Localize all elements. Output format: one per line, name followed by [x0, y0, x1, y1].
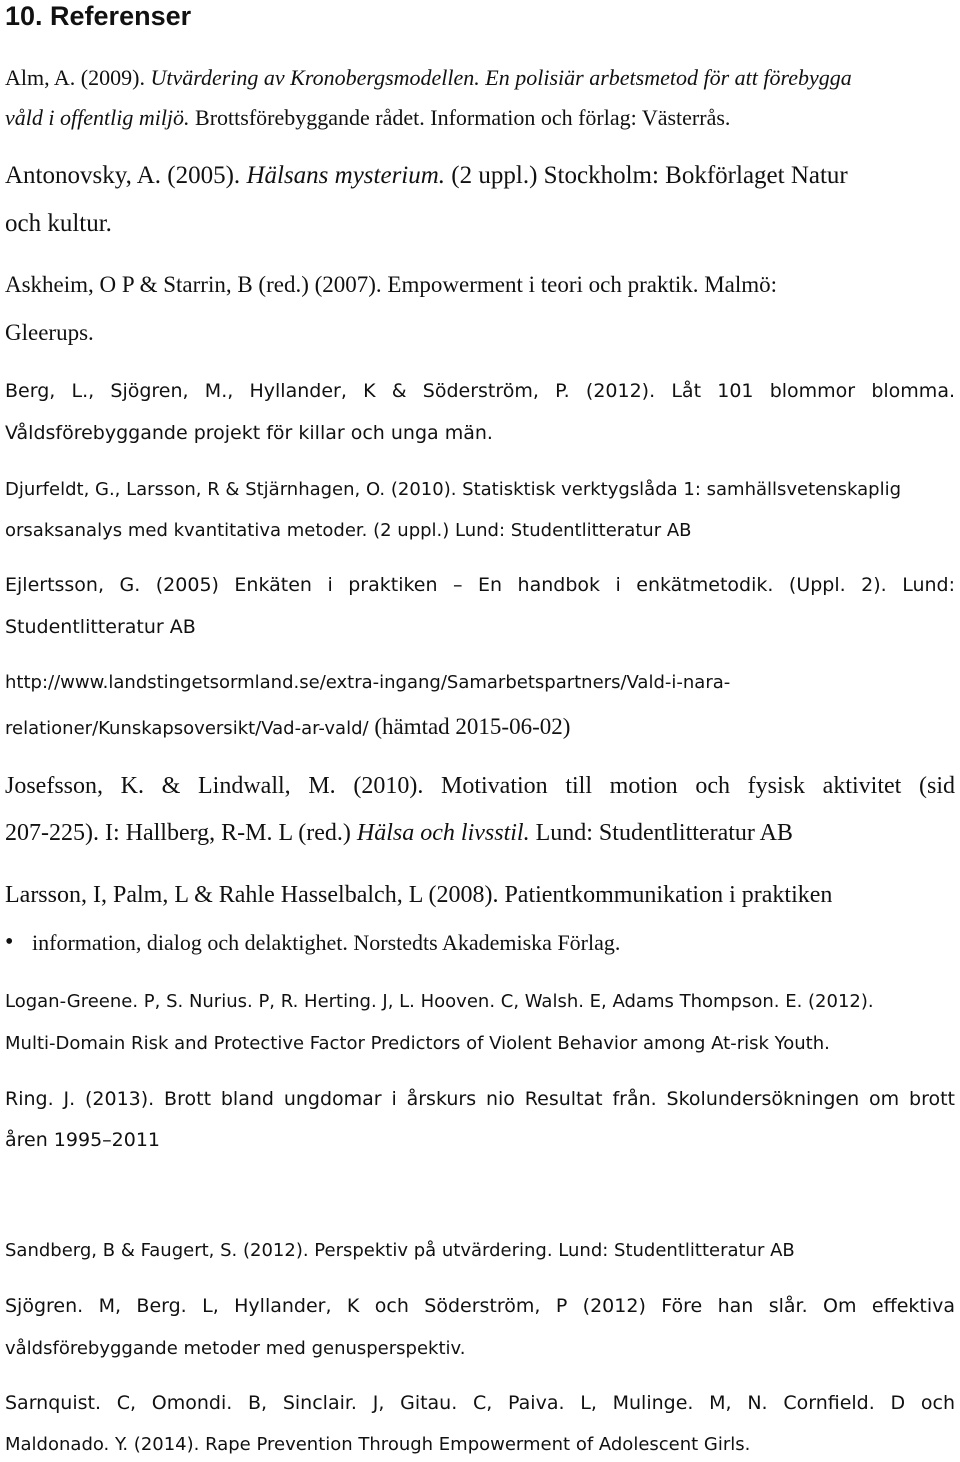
- reference-antonovsky-publisher: (2 uppl.) Stockholm: Bokförlaget Natur: [445, 162, 848, 189]
- reference-logan-line-2: Multi-Domain Risk and Protective Factor Predictors of Violent Behavior among At-risk Youth.: [5, 1033, 830, 1054]
- reference-josefsson-pages: 207-225). I: Hallberg, R-M. L (red.): [5, 820, 357, 846]
- reference-landsting-url-line-2: [5, 714, 570, 740]
- reference-askheim-line-2: Gleerups.: [5, 320, 94, 345]
- reference-larsson-line-2: information, dialog och delaktighet. Norstedts Akademiska Förlag.: [32, 930, 621, 955]
- reference-alm-authors: Alm, A. (2009).: [5, 65, 151, 90]
- reference-larsson-line-1: Larsson, I, Palm, L & Rahle Hasselbalch, L (2008). Patientkommunikation i praktiken: [5, 882, 833, 908]
- reference-antonovsky-authors: Antonovsky, A. (2005).: [5, 162, 247, 189]
- reference-antonovsky-line-2: och kultur.: [5, 210, 112, 237]
- reference-sarnquist-line-2: Maldonado. Y. (2014). Rape Prevention Through Empowerment of Adolescent Girls.: [5, 1434, 751, 1455]
- reference-ring-line-2: åren 1995–2011: [5, 1129, 161, 1151]
- reference-sjogren-line-1: Sjögren. M, Berg. L, Hyllander, K och Söderström, P (2012) Före han slår. Om effektiva: [5, 1295, 955, 1317]
- reference-djurfeldt-line-2: orsaksanalys med kvantitativa metoder. (2 uppl.) Lund: Studentlitteratur AB: [5, 520, 692, 541]
- reference-larsson-bullet: •: [5, 929, 14, 955]
- reference-sandberg-line-1: Sandberg, B & Faugert, S. (2012). Perspektiv på utvärdering. Lund: Studentlitteratur AB: [5, 1240, 795, 1261]
- reference-antonovsky-title: Hälsans mysterium.: [246, 162, 446, 189]
- reference-alm-line-1: [5, 65, 852, 91]
- reference-alm-line-2: [5, 105, 730, 131]
- section-heading: 10. Referenser: [5, 1, 192, 31]
- reference-landsting-url-line-1: http://www.landstingetsormland.se/extra-ingang/Samarbetspartners/Vald-i-nara-: [5, 672, 731, 693]
- reference-ring-line-1: Ring. J. (2013). Brott bland ungdomar i årskurs nio Resultat från. Skolundersökningen om brott: [5, 1088, 955, 1110]
- reference-ejlertsson-line-2: Studentlitteratur AB: [5, 616, 196, 638]
- reference-sarnquist-line-1: Sarnquist. C, Omondi. B, Sinclair. J, Gitau. C, Paiva. L, Mulinge. M, N. Cornfield. D och: [5, 1392, 955, 1414]
- reference-sjogren-line-2: våldsförebyggande metoder med genusperspektiv.: [5, 1338, 466, 1359]
- reference-askheim-line-1: Askheim, O P & Starrin, B (red.) (2007). Empowerment i teori och praktik. Malmö:: [5, 272, 778, 297]
- reference-landsting-url-path: relationer/Kunskapsoversikt/Vad-ar-vald/: [5, 718, 369, 739]
- reference-djurfeldt-line-1: Djurfeldt, G., Larsson, R & Stjärnhagen, O. (2010). Statisktisk verktygslåda 1: samhällsvetenskaplig: [5, 479, 902, 500]
- reference-alm-publisher: Brottsförebyggande rådet. Information och förlag: Västerrås.: [189, 105, 731, 130]
- reference-antonovsky-line-1: [5, 162, 848, 190]
- reference-ejlertsson-line-1: Ejlertsson, G. (2005) Enkäten i praktiken – En handbok i enkätmetodik. (Uppl. 2). Lund:: [5, 574, 955, 596]
- reference-berg-line-2: Våldsförebyggande projekt för killar och unga män.: [5, 422, 493, 444]
- reference-logan-line-1: Logan-Greene. P, S. Nurius. P, R. Herting. J, L. Hooven. C, Walsh. E, Adams Thompson. E. (2012).: [5, 991, 874, 1012]
- reference-berg-line-1: Berg, L., Sjögren, M., Hyllander, K & Söderström, P. (2012). Låt 101 blommor blomma.: [5, 380, 955, 402]
- reference-alm-title-cont: våld i offentlig miljö.: [5, 105, 190, 130]
- reference-josefsson-title: Hälsa och livsstil.: [356, 820, 530, 846]
- reference-alm-title: Utvärdering av Kronobergsmodellen. En polisiär arbetsmetod för att förebygga: [150, 65, 852, 90]
- reference-landsting-retrieved-date: (hämtad 2015-06-02): [368, 714, 571, 739]
- reference-josefsson-line-2: [5, 820, 793, 847]
- reference-josefsson-line-1: Josefsson, K. & Lindwall, M. (2010). Motivation till motion och fysisk aktivitet (sid: [5, 773, 955, 799]
- reference-josefsson-publisher: Lund: Studentlitteratur AB: [529, 820, 793, 846]
